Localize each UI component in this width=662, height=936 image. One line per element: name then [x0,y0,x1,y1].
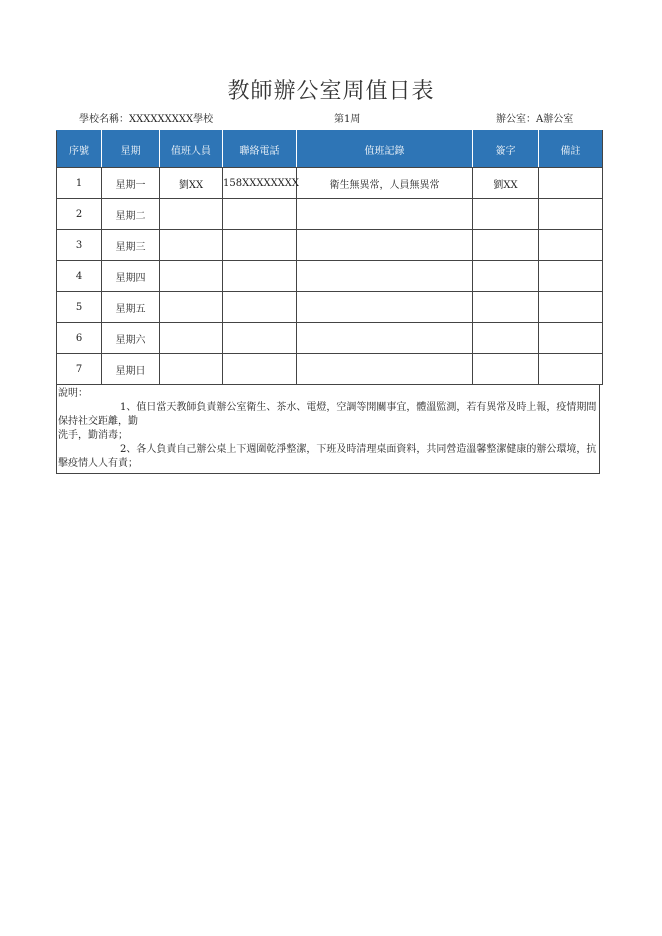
table-row [57,261,603,292]
header-weekday: 星期 [102,131,160,168]
table-row [57,292,603,323]
page-title: 教師辦公室周值日表 [227,79,435,104]
cell-record [297,261,473,292]
cell-record [297,199,473,230]
cell-staff [160,354,223,385]
cell-signature: 劉XX [473,168,539,199]
cell-staff [160,323,223,354]
table-row [57,230,603,261]
notes-section [56,384,600,474]
cell-weekday: 星期五 [102,292,160,323]
cell-staff [160,199,223,230]
cell-remarks [539,199,603,230]
header-remarks: 備註 [539,131,603,168]
cell-staff [160,261,223,292]
notes-heading: 說明： [58,388,88,399]
cell-index: 3 [57,230,102,261]
school-name: 學校名稱：XXXXXXXXX學校 [79,114,214,125]
cell-phone [223,230,297,261]
cell-index: 6 [57,323,102,354]
table-row [57,168,603,199]
cell-remarks [539,168,603,199]
cell-record [297,354,473,385]
cell-record [297,230,473,261]
table-row [57,323,603,354]
header-index: 序號 [57,131,102,168]
note-item-2: 2、各人負責自己辦公桌上下週圍乾淨整潔，下班及時清理桌面資料，共同營造溫馨整潔健康的辦公環境，抗擊疫情人人有責； [58,444,597,469]
note-item-1: 1、值日當天教師負責辦公室衛生、茶水、電燈，空調等開關事宜，體溫監測，若有異常及時上報，疫情期間保持社交距離，勤 [58,402,597,427]
cell-index: 2 [57,199,102,230]
cell-remarks [539,292,603,323]
duty-table [56,130,603,385]
cell-remarks [539,230,603,261]
cell-weekday: 星期六 [102,323,160,354]
header-phone: 聯絡電話 [223,131,297,168]
cell-signature [473,292,539,323]
cell-phone [223,292,297,323]
table-row [57,199,603,230]
cell-signature [473,323,539,354]
cell-phone [223,323,297,354]
week-number: 第1周 [334,114,361,125]
cell-weekday: 星期日 [102,354,160,385]
cell-record [297,323,473,354]
cell-record: 衛生無異常，人員無異常 [297,168,473,199]
cell-signature [473,230,539,261]
cell-phone: 158XXXXXXXX [223,168,297,199]
cell-weekday: 星期四 [102,261,160,292]
header-staff: 值班人員 [160,131,223,168]
table-row [57,354,603,385]
cell-signature [473,199,539,230]
cell-signature [473,261,539,292]
cell-staff [160,292,223,323]
cell-phone [223,354,297,385]
note-item-1-continued: 洗手，勤消毒； [58,430,128,441]
cell-remarks [539,354,603,385]
table-header-row [57,131,603,168]
cell-record [297,292,473,323]
cell-signature [473,354,539,385]
cell-index: 1 [57,168,102,199]
header-record: 值班記錄 [297,131,473,168]
cell-staff [160,230,223,261]
cell-weekday: 星期二 [102,199,160,230]
cell-remarks [539,261,603,292]
header-signature: 簽字 [473,131,539,168]
cell-index: 7 [57,354,102,385]
office-name: 辦公室：A辦公室 [496,114,574,125]
cell-weekday: 星期三 [102,230,160,261]
cell-staff: 劉XX [160,168,223,199]
cell-weekday: 星期一 [102,168,160,199]
cell-index: 5 [57,292,102,323]
cell-index: 4 [57,261,102,292]
cell-phone [223,261,297,292]
cell-remarks [539,323,603,354]
cell-phone [223,199,297,230]
